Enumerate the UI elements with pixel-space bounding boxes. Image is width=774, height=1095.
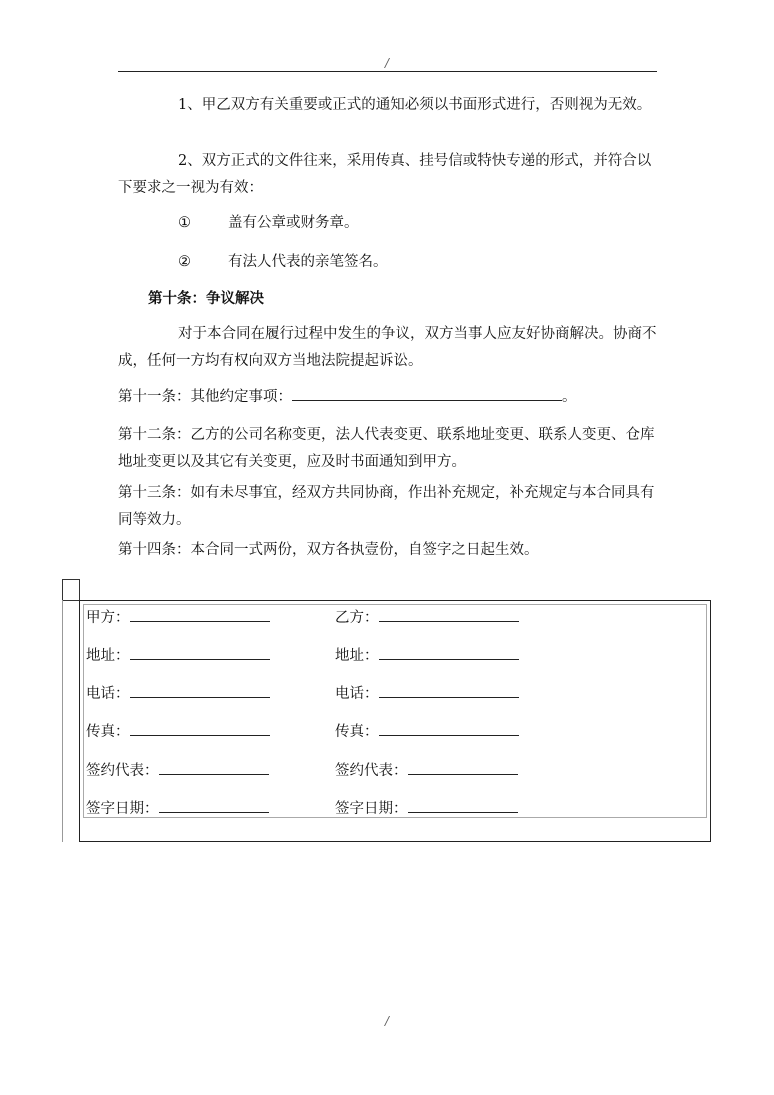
footer-mark: / <box>385 1014 390 1028</box>
article-11 <box>118 384 663 411</box>
party-b-representative-blank[interactable] <box>408 760 518 775</box>
party-a-phone-blank[interactable] <box>130 683 270 698</box>
party-b-address-blank[interactable] <box>379 645 519 660</box>
clause-1: 1、甲乙双方有关重要或正式的通知必须以书面形式进行，否则视为无效。 <box>178 97 652 113</box>
party-a-representative-label: 签约代表： <box>86 763 159 779</box>
party-b-blank[interactable] <box>379 607 519 622</box>
party-b-date-label: 签字日期： <box>335 801 408 817</box>
party-a-phone-field <box>86 683 270 704</box>
party-b-fax-field <box>335 721 519 742</box>
party-b-address-label: 地址： <box>335 648 379 664</box>
list-item-2 <box>178 251 388 273</box>
party-b-representative-field <box>335 760 518 781</box>
header-mark: / <box>385 56 390 70</box>
party-b-date-blank[interactable] <box>408 798 518 813</box>
article-10-text: 对于本合同在履行过程中发生的争议，双方当事人应友好协商解决。协商不成，任何一方均有权向双方当地法院提起诉讼。 <box>118 326 657 369</box>
party-a-fax-blank[interactable] <box>130 721 270 736</box>
list-item-1 <box>178 212 359 234</box>
party-a-blank[interactable] <box>130 607 270 622</box>
party-b-date-field <box>335 798 518 819</box>
party-a-date-label: 签字日期： <box>86 801 159 817</box>
article-14: 第十四条：本合同一式两份，双方各执壹份，自签字之日起生效。 <box>118 542 539 558</box>
party-a-fax-field <box>86 721 270 742</box>
list-item-2-text: 有法人代表的亲笔签名。 <box>228 254 388 270</box>
party-b-field <box>335 607 519 628</box>
list-item-1-number: ① <box>178 215 191 231</box>
margin-rule <box>62 600 63 842</box>
article-10-title: 第十条：争议解决 <box>148 290 264 307</box>
party-b-label: 乙方： <box>335 610 379 626</box>
party-a-address-blank[interactable] <box>130 645 270 660</box>
article-13: 第十三条：如有未尽事宜，经双方共同协商，作出补充规定，补充规定与本合同具有同等效力。 <box>118 485 655 528</box>
party-a-label: 甲方： <box>86 610 130 626</box>
article-11-blank[interactable] <box>292 385 562 401</box>
list-item-1-text: 盖有公章或财务章。 <box>228 215 359 231</box>
party-a-date-blank[interactable] <box>159 798 269 813</box>
party-b-fax-blank[interactable] <box>379 721 519 736</box>
table-select-handle[interactable] <box>62 579 80 601</box>
party-a-field <box>86 607 270 628</box>
article-11-end: 。 <box>562 389 577 405</box>
party-a-fax-label: 传真： <box>86 724 130 740</box>
party-a-address-field <box>86 645 270 666</box>
party-a-address-label: 地址： <box>86 648 130 664</box>
signature-table-inner <box>83 604 707 818</box>
party-a-representative-field <box>86 760 269 781</box>
party-a-representative-blank[interactable] <box>159 760 269 775</box>
party-b-address-field <box>335 645 519 666</box>
article-12: 第十二条：乙方的公司名称变更，法人代表变更、联系地址变更、联系人变更、仓库地址变更以及其它有关变更，应及时书面通知到甲方。 <box>118 427 655 470</box>
party-a-date-field <box>86 798 269 819</box>
party-b-representative-label: 签约代表： <box>335 763 408 779</box>
party-a-phone-label: 电话： <box>86 686 130 702</box>
party-b-fax-label: 传真： <box>335 724 379 740</box>
party-b-phone-label: 电话： <box>335 686 379 702</box>
article-11-label: 第十一条：其他约定事项： <box>118 389 292 405</box>
party-b-phone-field <box>335 683 519 704</box>
header-rule <box>118 71 657 72</box>
party-b-phone-blank[interactable] <box>379 683 519 698</box>
clause-2: 2、双方正式的文件往来，采用传真、挂号信或特快专递的形式，并符合以下要求之一视为有效： <box>118 153 652 196</box>
list-item-2-number: ② <box>178 254 191 270</box>
